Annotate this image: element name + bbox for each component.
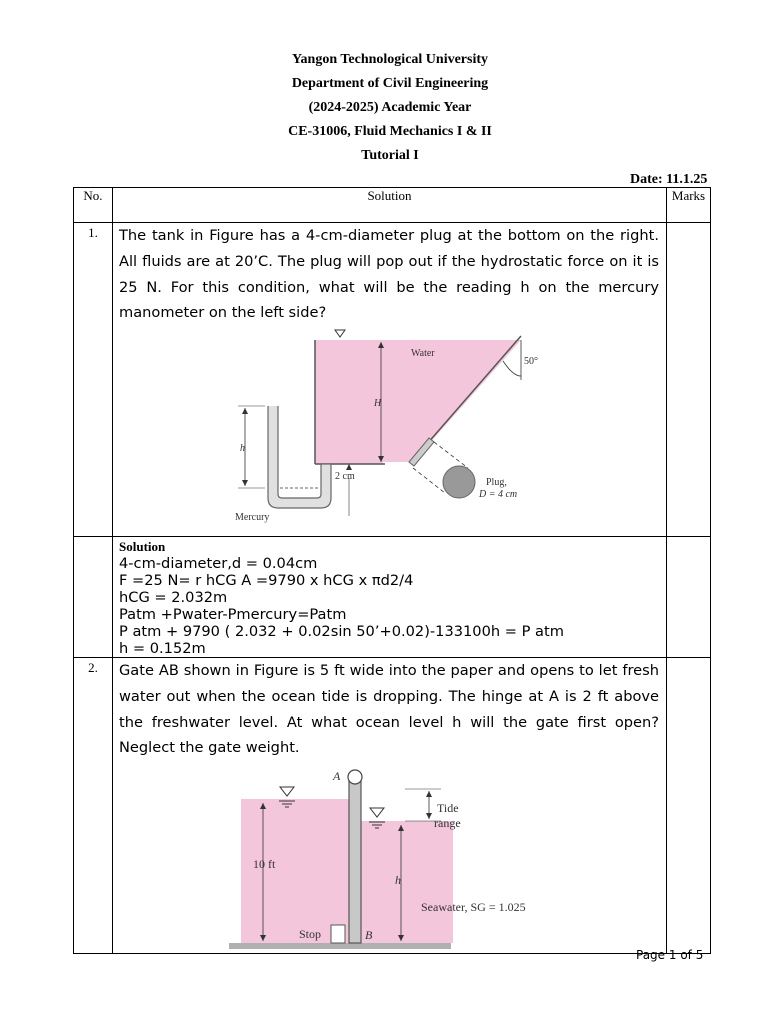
h-label: h — [240, 443, 245, 455]
question-text: Gate AB shown in Figure is 5 ft wide into the paper and opens to let fresh water out when the ocean tide is dropping. The hinge at A is 2 ft above the freshwater level. At what ocean level h will the gate first open? Neglect the gate weight. — [119, 662, 659, 757]
tutorial-table — [73, 187, 711, 954]
solution-title: Solution — [119, 539, 166, 554]
tank-figure — [233, 328, 543, 528]
gate-ab — [349, 781, 361, 943]
course-title: CE-31006, Fluid Mechanics I & II — [288, 124, 492, 139]
question-number: 2. — [74, 658, 113, 954]
seawater-region — [361, 821, 453, 943]
solution-line: F =25 N= r hCG A =9790 x hCG x πd2/4 — [119, 572, 414, 589]
ten-ft-label: 10 ft — [253, 857, 276, 872]
question-number: 1. — [74, 223, 113, 537]
plug-diameter-label: D = 4 cm — [479, 489, 518, 501]
tide-label: Tide — [437, 801, 459, 816]
freshwater-region — [241, 799, 349, 943]
stop-label: Stop — [299, 927, 322, 942]
question-cell — [113, 223, 667, 537]
dim-label: 2 cm — [335, 471, 355, 483]
seawater-label: Seawater, SG = 1.025 — [421, 900, 526, 915]
academic-year: (2024-2025) Academic Year — [308, 100, 472, 115]
page-number: Page 1 of 5 — [636, 948, 704, 962]
hinge-a-label: A — [333, 769, 341, 784]
date-label: Date: 11.1.25 — [630, 172, 708, 187]
solution-line: hCG = 2.032m — [119, 589, 228, 606]
solution-row — [74, 537, 711, 658]
range-label: range — [434, 816, 461, 831]
question-text: The tank in Figure has a 4-cm-diameter plug at the bottom on the right. All fluids are at 20’C. The plug will pop out if the hydrostatic force on it is 25 N. For this condition, what will be the reading h on the mercury manometer on the left side? — [119, 227, 659, 322]
question-cell — [113, 658, 667, 954]
hinge-b-label: B — [365, 928, 373, 943]
solution-line: Patm +Pwater-Pmercury=Patm — [119, 606, 347, 623]
header-marks: Marks — [667, 188, 711, 223]
marks-cell — [667, 223, 711, 537]
ocean-h-label: h — [395, 873, 401, 888]
header-no: No. — [74, 188, 113, 223]
plug-label: Plug, — [486, 477, 507, 489]
solution-number-cell — [74, 537, 113, 658]
solution-line: 4-cm-diameter,d = 0.04cm — [119, 555, 318, 572]
department-name: Department of Civil Engineering — [291, 76, 489, 91]
H-label: H — [374, 398, 382, 410]
angle-label: 50° — [524, 356, 538, 368]
marks-cell — [667, 658, 711, 954]
water-label: Water — [411, 348, 435, 360]
marks-cell — [667, 537, 711, 658]
solution-cell — [113, 537, 667, 658]
solution-line: h = 0.152m — [119, 640, 206, 657]
gate-figure — [229, 767, 559, 953]
solution-line: P atm + 9790 ( 2.032 + 0.02sin 50’+0.02)-133100h = P atm — [119, 623, 564, 640]
question-row — [74, 658, 711, 954]
mercury-label: Mercury — [235, 512, 270, 524]
header-solution: Solution — [113, 188, 667, 223]
university-name: Yangon Technological University — [291, 52, 489, 67]
table-header-row — [74, 188, 711, 223]
tutorial-title: Tutorial I — [361, 148, 419, 163]
question-row — [74, 223, 711, 537]
